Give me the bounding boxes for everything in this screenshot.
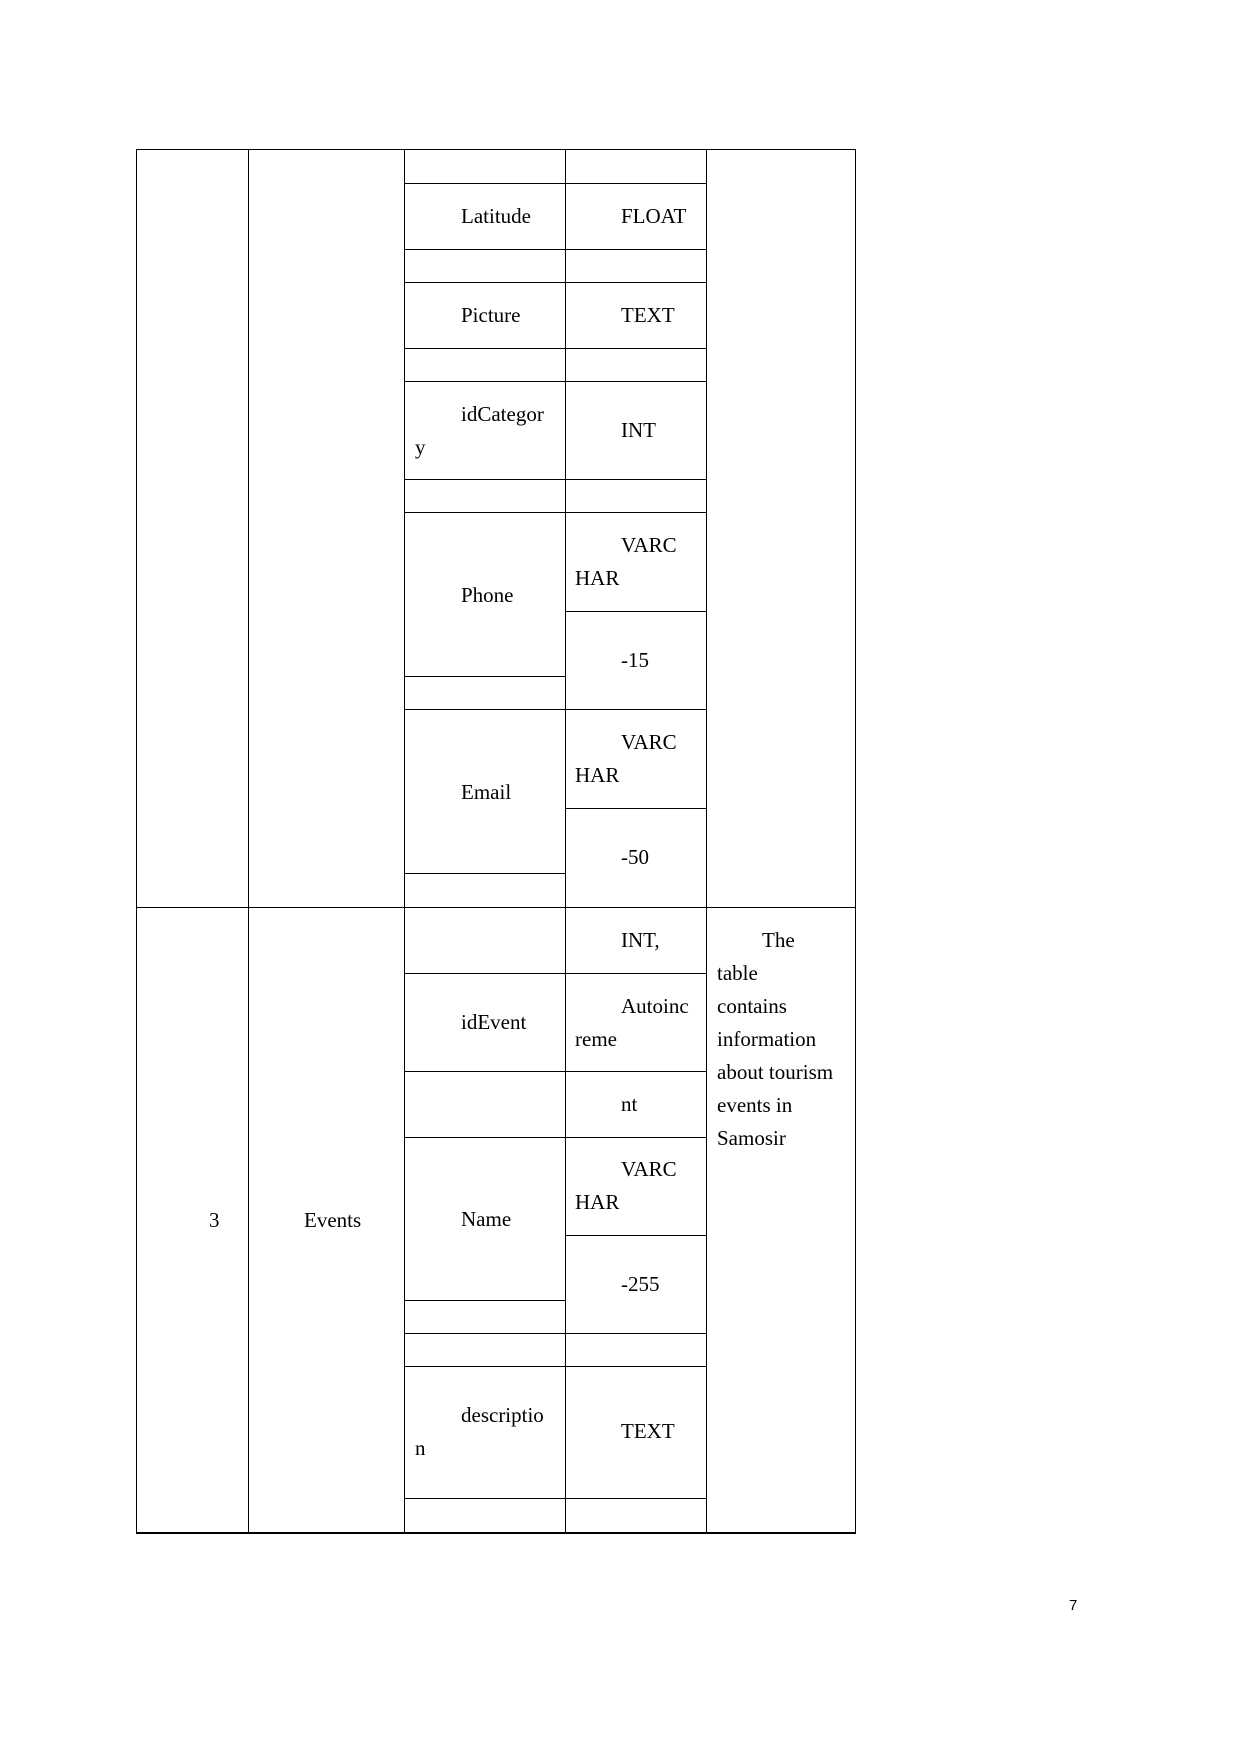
field-name: Picture xyxy=(461,303,521,327)
field-type: VARC xyxy=(621,730,677,754)
field-type-wrap: nt xyxy=(621,1092,638,1116)
field-type: INT xyxy=(621,418,656,442)
field-type-length: -15 xyxy=(621,648,649,672)
field-type-wrap: HAR xyxy=(575,1190,620,1214)
field-type-length: -50 xyxy=(621,845,649,869)
table-name: Events xyxy=(304,1208,362,1232)
field-type: INT, xyxy=(621,928,660,952)
field-name: Latitude xyxy=(461,204,531,228)
table-number: 3 xyxy=(209,1208,220,1232)
field-type: VARC xyxy=(621,533,677,557)
field-type-length: -255 xyxy=(621,1272,660,1296)
field-type: FLOAT xyxy=(621,204,687,228)
field-type-wrap: Autoinc xyxy=(621,994,689,1018)
field-name: Email xyxy=(461,780,512,804)
field-name: idCategor xyxy=(461,402,544,426)
document-page: Latitude FLOAT Picture TEXT idCategor y INT Phone VARC HAR -15 Email VARC HAR -50 3 Events The table contains information about tourism events in Samosir idEvent INT, Autoinc reme nt Name VARC HAR -255 descriptio n TEXT 7 xyxy=(0,0,1241,1754)
field-type: VARC xyxy=(621,1157,677,1181)
field-name-wrap: y xyxy=(415,435,426,459)
field-name: idEvent xyxy=(461,1010,527,1034)
page-number: 7 xyxy=(1069,1597,1078,1614)
field-type-wrap: reme xyxy=(575,1027,617,1051)
field-name: Name xyxy=(461,1207,512,1231)
field-name: descriptio xyxy=(461,1403,544,1427)
field-name-wrap: n xyxy=(415,1436,426,1460)
field-type: TEXT xyxy=(621,1419,675,1443)
field-type-wrap: HAR xyxy=(575,566,620,590)
field-name: Phone xyxy=(461,583,514,607)
field-type-wrap: HAR xyxy=(575,763,620,787)
field-type: TEXT xyxy=(621,303,675,327)
